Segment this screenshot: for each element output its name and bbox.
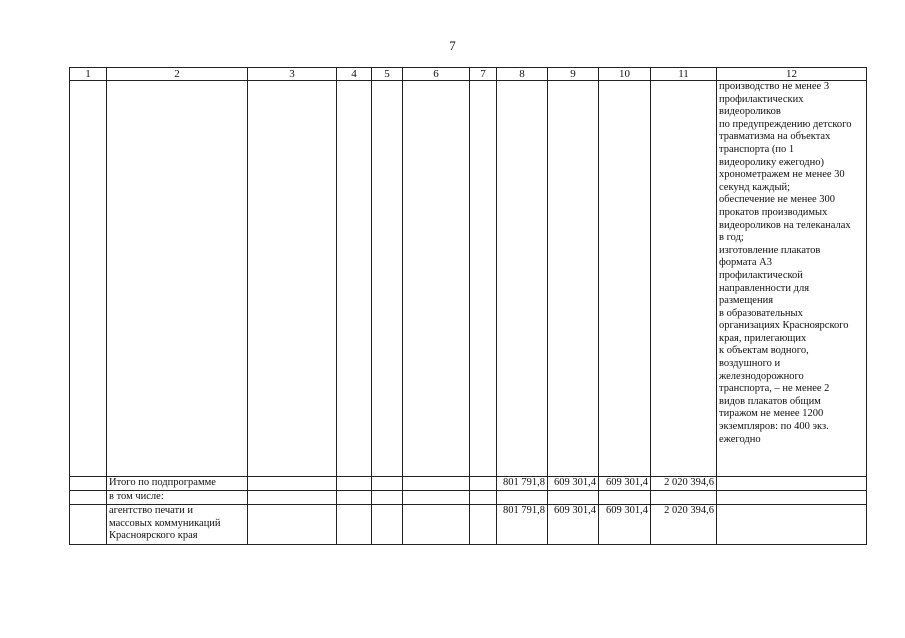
header-cell-11: 11 [651, 68, 717, 81]
cell-11-value: 2 020 394,6 [651, 505, 717, 545]
header-cell-12: 12 [717, 68, 867, 81]
program-table [69, 67, 867, 545]
cell-5 [372, 81, 403, 477]
cell-3 [248, 81, 337, 477]
cell-9 [548, 491, 599, 505]
header-cell-6: 6 [403, 68, 470, 81]
header-cell-7: 7 [470, 68, 497, 81]
cell-10-value: 609 301,4 [599, 477, 651, 491]
header-cell-3: 3 [248, 68, 337, 81]
cell-12-description: производство не менее 3 профилактических видеороликов по предупреждению детского травматизма на объектах транспорта (по 1 видеоролику ежегодно) хронометражем не менее 30 секунд каждый; обеспечение не менее 300 прокатов производимых видеороликов на телеканалах в год; изготовление плакатов формата А3 профилактической направленности для размещения в образовательных организациях Красноярского края, прилегающих к объектам водного, воздушного и железнодорожного транспорта, – не менее 2 видов плакатов общим тиражом не менее 1200 экземпляров: по 400 экз. ежегодно [717, 81, 867, 477]
cell-12 [717, 477, 867, 491]
header-cell-1: 1 [70, 68, 107, 81]
cell-10 [599, 491, 651, 505]
header-cell-9: 9 [548, 68, 599, 81]
cell-6 [403, 81, 470, 477]
header-cell-5: 5 [372, 68, 403, 81]
cell-4 [337, 491, 372, 505]
cell-10 [599, 81, 651, 477]
cell-9 [548, 81, 599, 477]
cell-11 [651, 81, 717, 477]
cell-3 [248, 491, 337, 505]
cell-10-value: 609 301,4 [599, 505, 651, 545]
cell-2-agency-label: агентство печати и массовых коммуникаций Красноярского края [107, 505, 248, 545]
cell-6 [403, 491, 470, 505]
cell-2-including-label: в том числе: [107, 491, 248, 505]
table-row-total [70, 477, 867, 491]
cell-7 [470, 491, 497, 505]
cell-3 [248, 477, 337, 491]
cell-1 [70, 477, 107, 491]
cell-12 [717, 505, 867, 545]
cell-8 [497, 81, 548, 477]
cell-1 [70, 491, 107, 505]
cell-7 [470, 505, 497, 545]
cell-8-value: 801 791,8 [497, 477, 548, 491]
cell-5 [372, 477, 403, 491]
cell-1 [70, 505, 107, 545]
cell-2 [107, 81, 248, 477]
cell-12 [717, 491, 867, 505]
cell-3 [248, 505, 337, 545]
header-cell-2: 2 [107, 68, 248, 81]
cell-6 [403, 505, 470, 545]
cell-4 [337, 81, 372, 477]
cell-6 [403, 477, 470, 491]
table-row-description [70, 81, 867, 477]
table-row-agency [70, 505, 867, 545]
cell-11 [651, 491, 717, 505]
cell-5 [372, 491, 403, 505]
table-row-including [70, 491, 867, 505]
cell-9-value: 609 301,4 [548, 505, 599, 545]
cell-5 [372, 505, 403, 545]
cell-7 [470, 81, 497, 477]
cell-8 [497, 491, 548, 505]
cell-8-value: 801 791,8 [497, 505, 548, 545]
cell-9-value: 609 301,4 [548, 477, 599, 491]
cell-2-total-label: Итого по подпрограмме [107, 477, 248, 491]
cell-7 [470, 477, 497, 491]
cell-1 [70, 81, 107, 477]
header-cell-8: 8 [497, 68, 548, 81]
header-cell-10: 10 [599, 68, 651, 81]
header-cell-4: 4 [337, 68, 372, 81]
header-row [70, 68, 867, 81]
page-number: 7 [449, 38, 456, 53]
cell-4 [337, 477, 372, 491]
cell-4 [337, 505, 372, 545]
cell-11-value: 2 020 394,6 [651, 477, 717, 491]
